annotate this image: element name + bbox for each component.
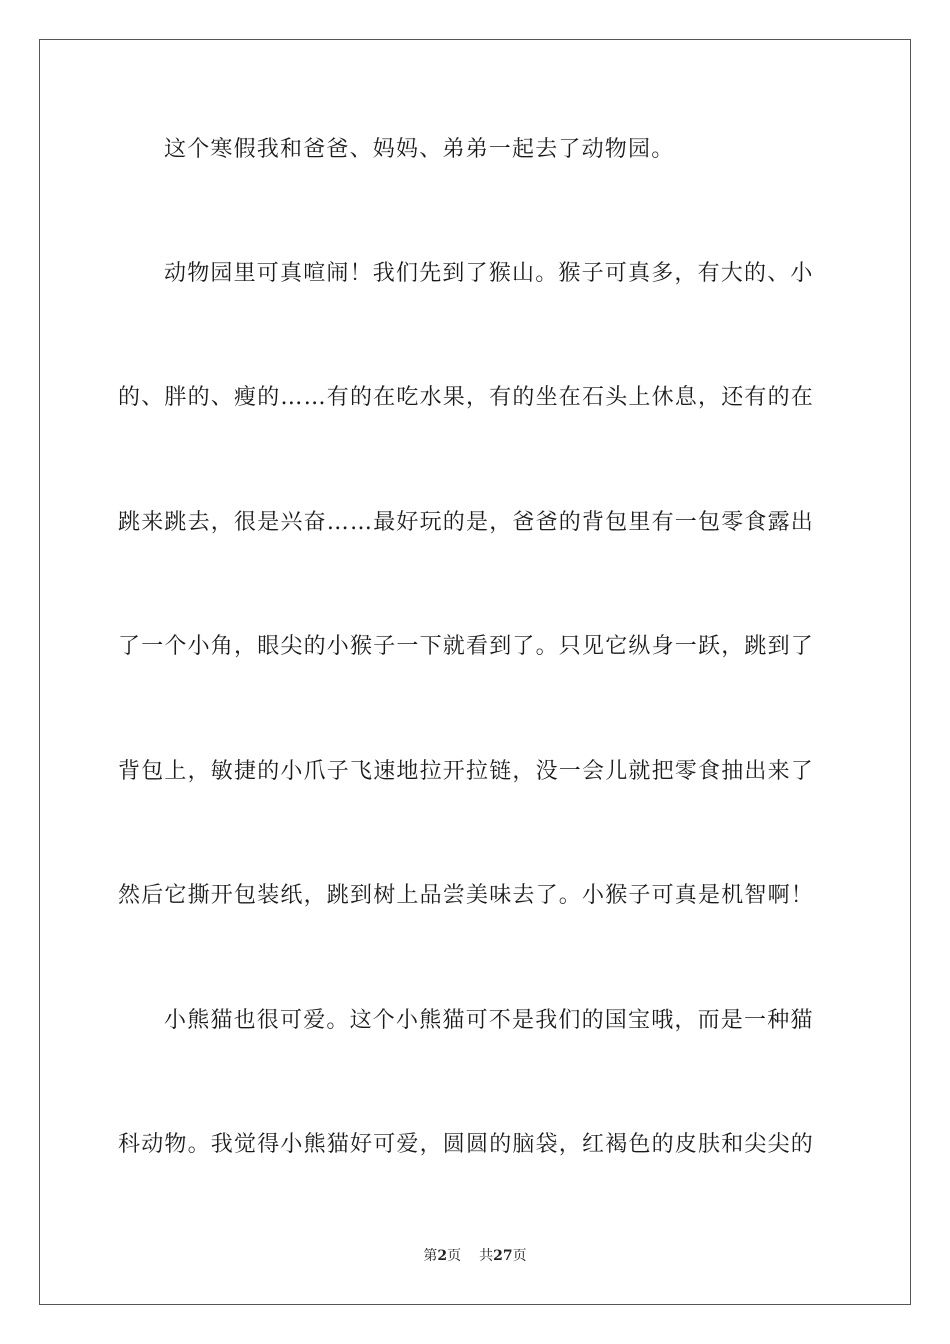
page-suffix: 页: [447, 1248, 462, 1264]
total-suffix: 页: [512, 1248, 527, 1264]
paragraph-line: 动物园里可真喧闹！我们先到了猴山。猴子可真多，有大的、小: [164, 261, 814, 286]
paragraph-line: 跳来跳去，很是兴奋……最好玩的是，爸爸的背包里有一包零食露出: [118, 510, 815, 535]
paragraph-line: 这个寒假我和爸爸、妈妈、弟弟一起去了动物园。: [164, 137, 675, 162]
paragraph-line: 了一个小角，眼尖的小猴子一下就看到了。只见它纵身一跃，跳到了: [118, 634, 815, 659]
page-total: 27: [493, 1248, 513, 1264]
total-prefix: 共: [479, 1248, 494, 1264]
paragraph-line: 的、胖的、瘦的……有的在吃水果，有的坐在石头上休息，还有的在: [118, 385, 815, 410]
page-prefix: 第: [423, 1248, 438, 1264]
paragraph-line: 科动物。我觉得小熊猫好可爱，圆圆的脑袋，红褐色的皮肤和尖尖的: [118, 1132, 815, 1157]
paragraph-line: 然后它撕开包装纸，跳到树上品尝美味去了。小猴子可真是机智啊！: [118, 883, 815, 908]
page-border: [39, 39, 911, 1305]
paragraph-line: 背包上，敏捷的小爪子飞速地拉开拉链，没一会儿就把零食抽出来了: [118, 759, 815, 784]
page-footer: [0, 1247, 950, 1265]
paragraph-line: 小熊猫也很可爱。这个小熊猫可不是我们的国宝哦，而是一种猫: [164, 1008, 814, 1033]
page-current: 2: [437, 1248, 448, 1264]
